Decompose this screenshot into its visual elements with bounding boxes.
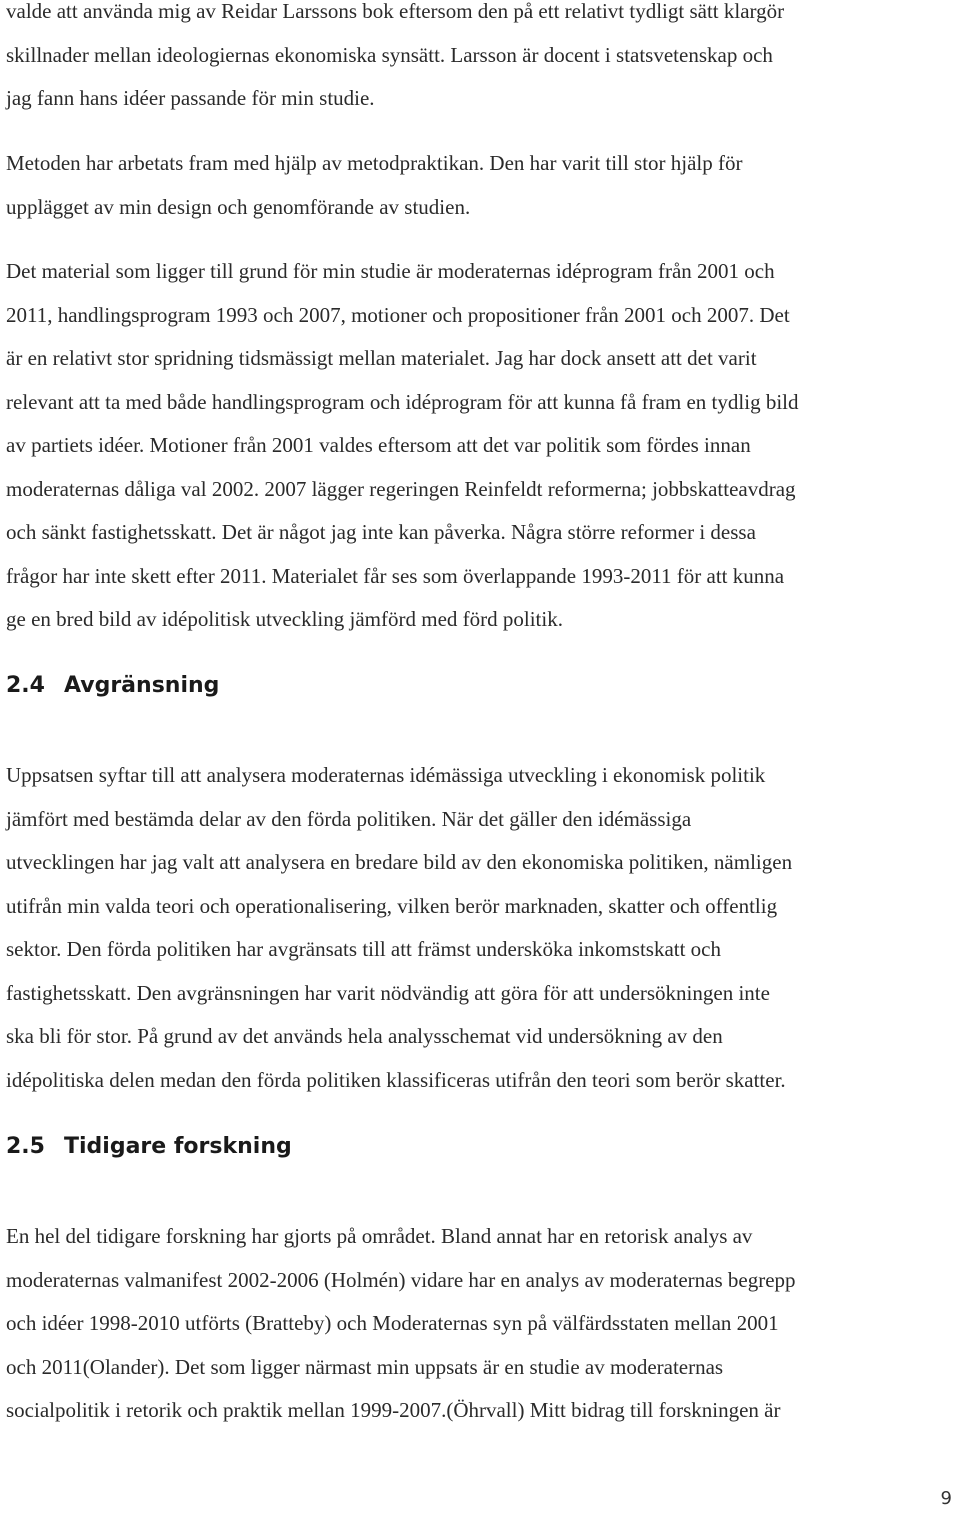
text-line: jag fann hans idéer passande för min studie. <box>6 86 375 110</box>
section-heading-avgransning <box>6 673 219 698</box>
section-title: Avgränsning <box>64 673 220 698</box>
text-line: ge en bred bild av idépolitisk utveckling jämförd med förd politik. <box>6 607 563 631</box>
text-line: Det material som ligger till grund för min studie är moderaternas idéprogram från 2001 och <box>6 259 775 283</box>
paragraph-tidigare-forskning <box>6 1215 956 1433</box>
text-line: utifrån min valda teori och operationalisering, vilken berör marknaden, skatter och offentlig <box>6 893 778 918</box>
text-line: utvecklingen har jag valt att analysera en bredare bild av den ekonomiska politiken, nämligen <box>6 850 793 874</box>
text-line: moderaternas dåliga val 2002. 2007 lägger regeringen Reinfeldt reformerna; jobbskatteavdrag <box>6 476 796 501</box>
text-line: och idéer 1998-2010 utförts (Bratteby) och Moderaternas syn på välfärdsstaten mellan 2001 <box>6 1311 779 1335</box>
text-line: Metoden har arbetats fram med hjälp av metodpraktikan. Den har varit till stor hjälp för <box>6 151 743 175</box>
text-line: sektor. Den förda politiken har avgränsats till att främst undersköka inkomstskatt och <box>6 937 722 961</box>
section-number: 2.4 <box>6 673 45 698</box>
text-line: 2011, handlingsprogram 1993 och 2007, motioner och propositioner från 2001 och 2007. Det <box>6 302 790 327</box>
text-line: moderaternas valmanifest 2002-2006 (Holmén) vidare har en analys av moderaternas begrepp <box>6 1267 796 1292</box>
text-line: idépolitiska delen medan den förda politiken klassificeras utifrån den teori som berör skatter. <box>6 1067 786 1092</box>
text-line: skillnader mellan ideologiernas ekonomiska synsätt. Larsson är docent i statsvetenskap och <box>6 42 773 67</box>
text-line: är en relativt stor spridning tidsmässigt mellan materialet. Jag har dock ansett att det varit <box>6 346 757 370</box>
text-line: socialpolitik i retorik och praktik mellan 1999-2007.(Öhrvall) Mitt bidrag till forskningen är <box>6 1398 781 1422</box>
paragraph-avgransning <box>6 754 956 1102</box>
text-line: fastighetsskatt. Den avgränsningen har varit nödvändig att göra för att undersökningen inte <box>6 980 770 1005</box>
text-line: Uppsatsen syftar till att analysera moderaternas idémässiga utveckling i ekonomisk politik <box>6 763 766 787</box>
text-line: En hel del tidigare forskning har gjorts på området. Bland annat har en retorisk analys av <box>6 1224 753 1248</box>
page-number: 9 <box>940 1488 952 1509</box>
section-title: Tidigare forskning <box>64 1134 292 1159</box>
section-number: 2.5 <box>6 1134 45 1159</box>
text-line: frågor har inte skett efter 2011. Materialet får ses som överlappande 1993-2011 för att kunna <box>6 563 785 588</box>
text-line: och sänkt fastighetsskatt. Det är något jag inte kan påverka. Några större reformer i dessa <box>6 520 756 544</box>
paragraph-metod <box>6 142 956 229</box>
text-line: och 2011(Olander). Det som ligger närmast min uppsats är en studie av moderaternas <box>6 1354 724 1379</box>
text-line: ska bli för stor. På grund av det används hela analysschemat vid undersökning av den <box>6 1024 723 1048</box>
paragraph-material <box>6 250 956 642</box>
text-line: av partiets idéer. Motioner från 2001 valdes eftersom att det var politik som fördes innan <box>6 433 751 457</box>
section-heading-tidigare-forskning <box>6 1134 292 1159</box>
text-line: jämfört med bestämda delar av den förda politiken. När det gäller den idémässiga <box>6 806 692 831</box>
text-line: upplägget av min design och genomförande av studien. <box>6 194 471 219</box>
paragraph-reidar-larsson <box>6 0 956 121</box>
text-line: valde att använda mig av Reidar Larssons bok eftersom den på ett relativt tydligt sätt klargör <box>6 0 785 23</box>
text-line: relevant att ta med både handlingsprogram och idéprogram för att kunna få fram en tydlig bild <box>6 389 799 414</box>
